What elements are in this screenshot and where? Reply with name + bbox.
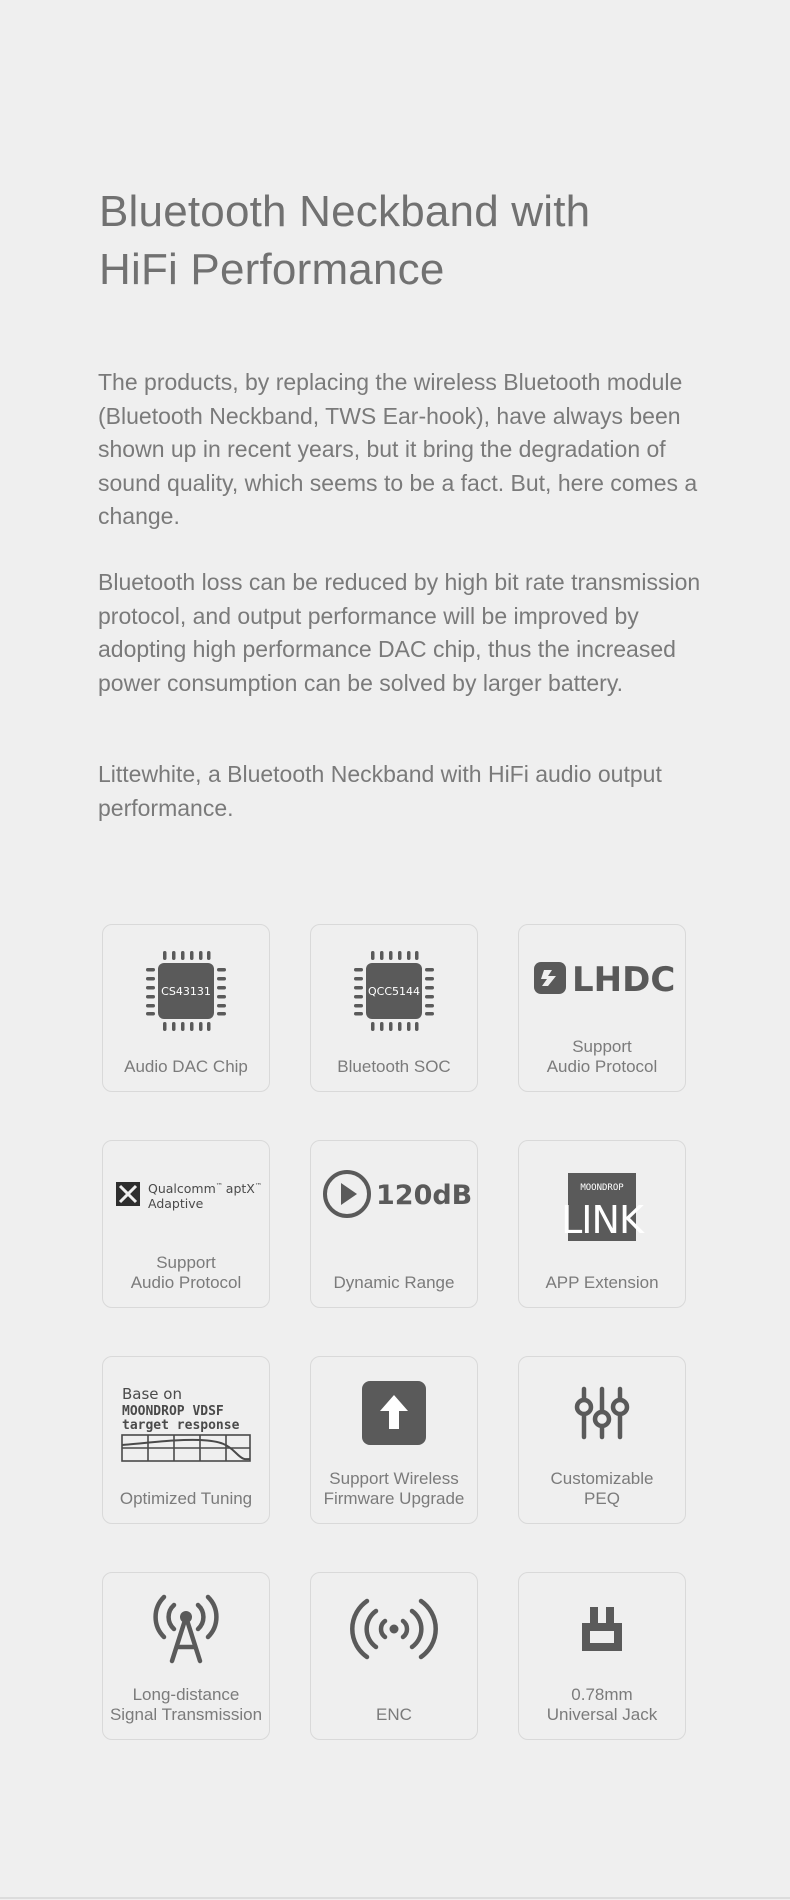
moondrop-link-icon (561, 1173, 643, 1242)
feature-optimized-tuning (102, 1356, 270, 1524)
peq-label (519, 1469, 685, 1509)
title-line-1: Bluetooth Neckband with (99, 187, 591, 236)
firmware-label-line-1: Support Wireless (329, 1469, 459, 1488)
aptx-brand-tm: ™ (215, 1182, 223, 1190)
link-label: APP Extension (545, 1273, 659, 1292)
soc-label: Bluetooth SOC (337, 1057, 451, 1076)
signal-label-line-1: Long-distance (132, 1685, 240, 1704)
dac-chip-icon (144, 949, 228, 1033)
peq-label-line-2: PEQ (584, 1489, 620, 1508)
bluetooth-loss-paragraph: Bluetooth loss can be reduced by high bit rate transmission protocol, and output performance will be improved by adopting high performance DAC chip, thus the increased power consumption can be solved by larger battery. (98, 569, 701, 696)
feature-lhdc (518, 924, 686, 1092)
bottom-divider (0, 1897, 790, 1899)
equalizer-sliders-icon (572, 1383, 632, 1443)
lhdc-logo-icon (532, 956, 676, 1000)
firmware-label (311, 1469, 477, 1509)
aptx-logo-icon (114, 1174, 262, 1214)
lhdc-label-line-1: Support (572, 1037, 632, 1056)
tuning-label: Optimized Tuning (119, 1489, 253, 1508)
feature-audio-dac (102, 924, 270, 1092)
intro-paragraph: The products, by replacing the wireless Bluetooth module (Bluetooth Neckband, TWS Ear-hook), have always been shown up in recent years, but it bring the degradation of sound quality, which seems to be a fact. But, here comes a change. (98, 369, 698, 529)
enc-label: ENC (376, 1705, 412, 1724)
jack-label-line-1: 0.78mm (571, 1685, 633, 1704)
antenna-icon (150, 1593, 222, 1665)
signal-label-line-2: Signal Transmission (109, 1705, 263, 1724)
jack-label-line-2: Universal Jack (546, 1705, 658, 1724)
link-logo-small: MOONDROP (580, 1182, 624, 1193)
tuning-line-1: Base on (122, 1385, 182, 1403)
feature-peq (518, 1356, 686, 1524)
peq-label-line-1: Customizable (550, 1469, 654, 1488)
aptx-brand-text (148, 1181, 262, 1196)
aptx-brand: Qualcomm (148, 1181, 216, 1196)
feature-bluetooth-soc (310, 924, 478, 1092)
dynamic-range-label: Dynamic Range (333, 1273, 455, 1292)
feature-signal-transmission (102, 1572, 270, 1740)
lhdc-logo-text: LHDC (572, 960, 676, 1000)
dynamic-range-value: 120dB (376, 1180, 473, 1211)
firmware-label-line-2: Firmware Upgrade (323, 1489, 465, 1508)
lhdc-label-line-2: Audio Protocol (546, 1057, 658, 1076)
soc-chip-text: QCC5144 (367, 984, 421, 998)
feature-dynamic-range (310, 1140, 478, 1308)
link-logo-big: LINK (561, 1197, 643, 1242)
lhdc-label (519, 1037, 685, 1077)
feature-aptx (102, 1140, 270, 1308)
dac-label: Audio DAC Chip (124, 1057, 248, 1076)
signal-label (103, 1685, 269, 1725)
noise-cancel-icon (358, 1597, 430, 1661)
jack-label (519, 1685, 685, 1725)
two-pin-jack-icon (578, 1601, 626, 1657)
soc-chip-icon (352, 949, 436, 1033)
feature-enc (310, 1572, 478, 1740)
target-response-icon (118, 1385, 254, 1465)
tuning-line-2: MOONDROP VDSF (122, 1404, 224, 1419)
play-icon (322, 1167, 473, 1221)
upload-arrow-icon (362, 1381, 426, 1445)
aptx-product-tm: ™ (254, 1182, 262, 1190)
dac-chip-text: CS43131 (161, 984, 211, 998)
aptx-label (103, 1253, 269, 1293)
aptx-label-line-1: Support (156, 1253, 216, 1272)
tuning-line-3: target response (122, 1418, 240, 1433)
aptx-label-line-2: Audio Protocol (130, 1273, 242, 1292)
aptx-product: aptX (225, 1181, 255, 1196)
title-line-2: HiFi Performance (99, 245, 445, 294)
littewhite-paragraph: Littewhite, a Bluetooth Neckband with HiFi audio output performance. (98, 761, 662, 821)
feature-universal-jack (518, 1572, 686, 1740)
feature-firmware-upgrade (310, 1356, 478, 1524)
aptx-sub-text: Adaptive (148, 1196, 204, 1211)
feature-moondrop-link (518, 1140, 686, 1308)
